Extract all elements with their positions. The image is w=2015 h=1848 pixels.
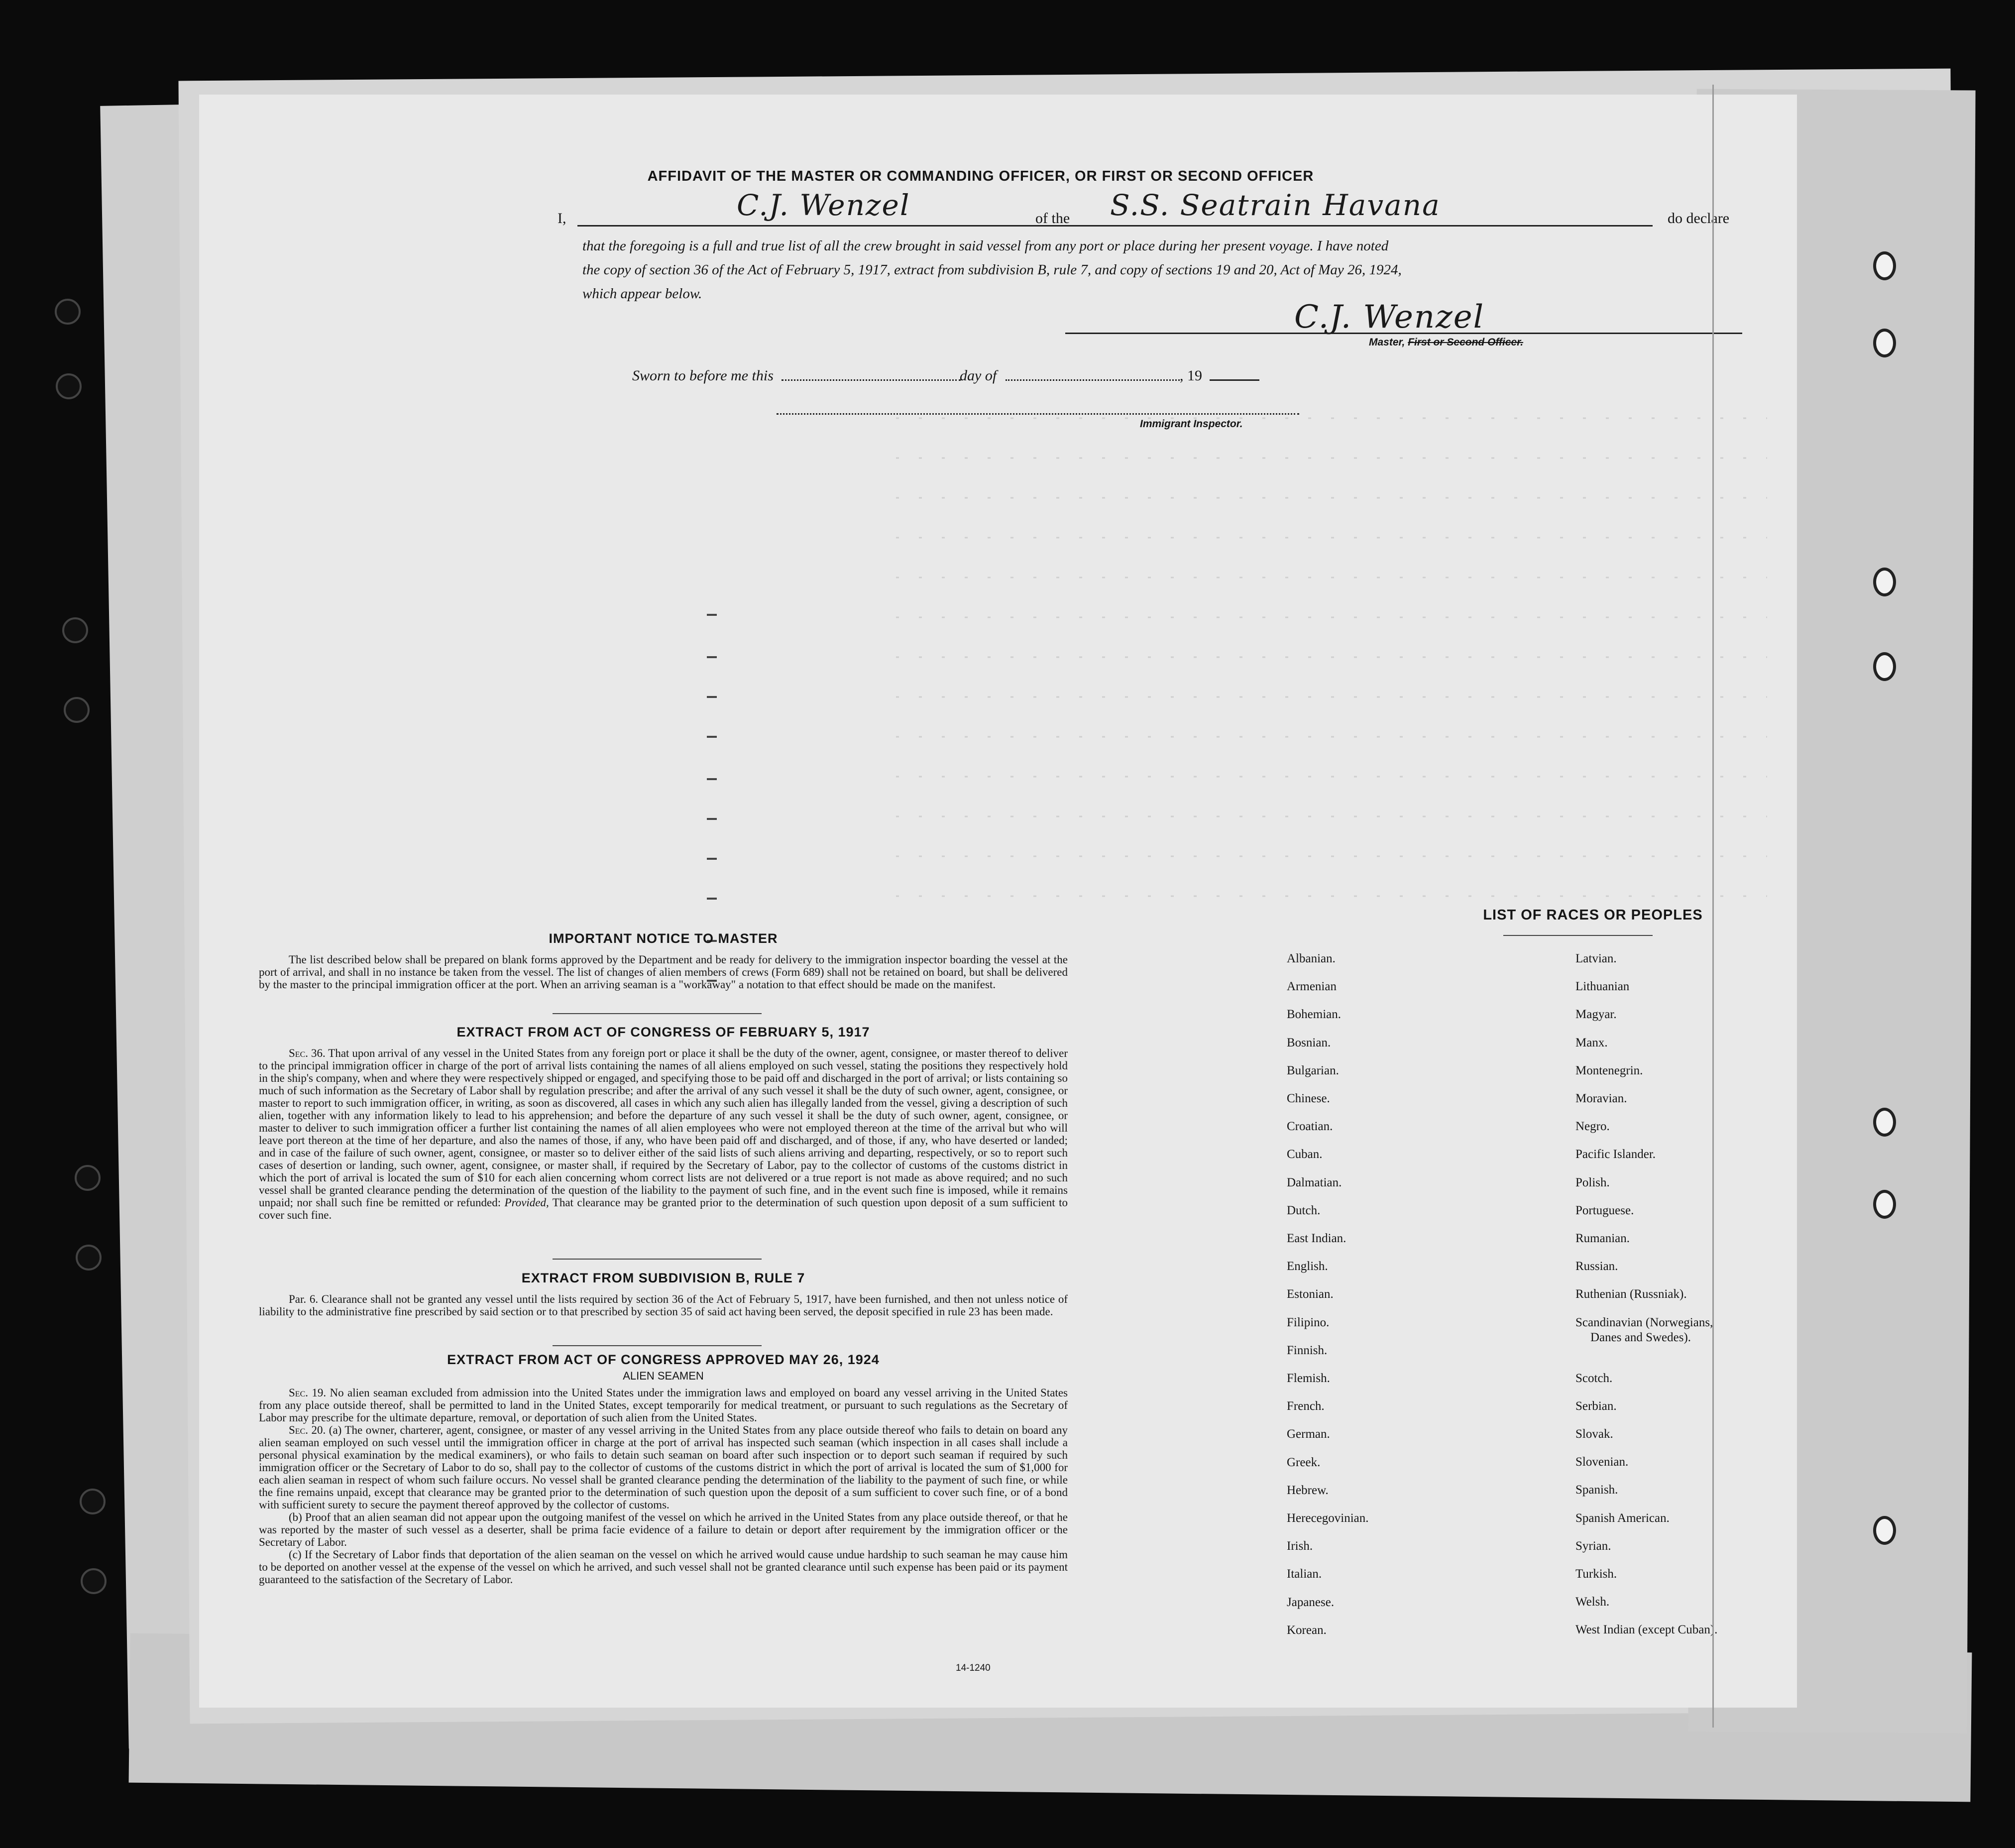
binder-hole: [56, 373, 82, 399]
sec36-text: That upon arrival of any vessel in the United States from any foreign port or place it shall be the duty of the owner, agent, consignee, or master thereof to deliver to the principal immigration officer in charge of the port of arrival lists containing the names of all aliens employed on such vessel, stating the positions they respectively hold in the ship's company, when and where they were respectively shipped or engaged, and specifying those to be paid off and discharged in the port of arrival; or lists containing so much of such information as the Secretary of Labor shall by regulation prescribe; and after the arrival of any such vessel it shall be the duty of such owner, agent, consignee, or master to report to such immigration officer, in writing, as soon as discovered, all cases in which any such alien has illegally landed from the vessel, giving a description of such alien, together with any information likely to lead to his apprehension; and before the departure of any such vessel it shall be the duty of such owner, agent, consignee, or master to deliver to such immigration officer a further list containing the names of all alien employees who were not employed thereon at the time of the arrival but who will leave port thereon at the time of her departure, and also the names of those, if any, who have been paid off and discharged, and of those, if any, who have deserted or landed; and in case of the failure of such owner, agent, consignee, or master so to deliver either of the said lists of such aliens arriving and departing, respectively, or so to report such cases of desertion or landing, such owner, agent, consignee, or master shall, if required by the Secretary of Labor, pay to the collector of customs of the customs district in which the port of arrival is located the sum of $10 for each alien concerning whom correct lists are not delivered or a true report is not made as above required; and no such vessel shall be granted clearance pending the determination of the question of the liability to the payment of such fine, and in the event such fine is imposed, while it remains unpaid; nor shall such fine be remitted or refunded:: [259, 1047, 1068, 1209]
sec36-label: Sec. 36.: [289, 1047, 326, 1059]
race-item: Albanian.: [1287, 952, 1336, 965]
race-item: Bulgarian.: [1287, 1063, 1339, 1077]
affidavit-body-line-2: the copy of section 36 of the Act of February 5, 1917, extract from subdivision B, rule 7, and copy of sections 19 and 20, Act of May 26, 1924,: [582, 262, 1402, 278]
binder-hole: [76, 1245, 102, 1270]
form-number: 14-1240: [956, 1663, 991, 1673]
master-label-master: Master,: [1369, 337, 1408, 348]
affidavit-body-line-1: that the foregoing is a full and true list of all the crew brought in said vessel from any port or place during her present voyage. I have noted: [582, 238, 1389, 254]
race-item: Italian.: [1287, 1567, 1322, 1581]
affidavit-do-declare: do declare: [1668, 210, 1730, 227]
binder-hole: [80, 1489, 106, 1514]
binder-hole: [81, 1568, 107, 1594]
race-item: Japanese.: [1287, 1595, 1335, 1609]
race-item: Hebrew.: [1287, 1483, 1329, 1497]
race-item: Finnish.: [1287, 1343, 1328, 1357]
race-item: Ruthenian (Russniak).: [1575, 1287, 1687, 1301]
sworn-year-line: [1210, 379, 1259, 381]
divider: [1503, 935, 1653, 936]
race-item: Spanish.: [1575, 1483, 1618, 1497]
race-item: Slovak.: [1575, 1427, 1613, 1441]
sec20c-text: (c) If the Secretary of Labor finds that deportation of the alien seaman on the vessel on which he arrived would cause undue hardship to such seaman he may cause him to be deported on another vessel at the expense of the vessel on which he arrived, and such vessel shall not be granted clearance until such expense has been paid or its payment guaranteed to the satisfaction of the Secretary of Labor.: [259, 1548, 1068, 1586]
binder-hole: [1873, 1108, 1896, 1137]
sec19-text: [259, 1386, 1068, 1424]
race-item: Bosnian.: [1287, 1036, 1331, 1049]
rule7-title: EXTRACT FROM SUBDIVISION B, RULE 7: [521, 1270, 805, 1285]
race-item: Russian.: [1575, 1260, 1618, 1273]
binder-hole: [1873, 329, 1896, 357]
handwritten-master-name: C.J. Wenzel: [737, 188, 910, 222]
extract-1924-title: EXTRACT FROM ACT OF CONGRESS APPROVED MAY 26, 1924: [447, 1352, 880, 1367]
race-item: Filipino.: [1287, 1315, 1330, 1329]
race-item: Spanish American.: [1575, 1511, 1670, 1525]
affidavit-of-the-label: of the: [1035, 210, 1070, 227]
binder-hole: [75, 1165, 101, 1191]
sworn-text: Sworn to before me this: [632, 367, 774, 384]
race-item: Syrian.: [1575, 1539, 1611, 1553]
sec20b-text: (b) Proof that an alien seaman did not appear upon the outgoing manifest of the vessel on which he arrived in the United States from any place outside thereof, or that he was reported by the master of such vessel as a deserter, shall be prima facie evidence of a failure to detain or deport after requirement by the immigration officer or the Secretary of Labor.: [259, 1511, 1068, 1548]
race-item: English.: [1287, 1260, 1328, 1273]
race-item: Montenegrin.: [1575, 1063, 1643, 1077]
sworn-day-line: [782, 379, 961, 381]
race-item: Turkish.: [1575, 1567, 1617, 1581]
sworn-month-line: [1006, 379, 1180, 381]
notice-text: The list described below shall be prepared on blank forms approved by the Department and be ready for delivery to the immigration inspector boarding the vessel at the port of arrival, and shall in no instance be taken from the vessel. The list of changes of alien members of crews (Form 689) shall not be retained on board, but shall be delivered by the master to the principal immigration officer at the port. When an arriving seaman is a "workaway" a notation to that effect should be made on the manifest.: [259, 953, 1068, 991]
alien-seamen-subtitle: ALIEN SEAMEN: [623, 1370, 704, 1382]
handwritten-vessel-name: S.S. Seatrain Havana: [1110, 188, 1441, 222]
race-item: Chinese.: [1287, 1092, 1330, 1105]
binder-hole: [1873, 568, 1896, 596]
race-item: Estonian.: [1287, 1287, 1334, 1301]
binder-hole: [1873, 251, 1896, 280]
inspector-line: [777, 413, 1299, 415]
race-item: Dalmatian.: [1287, 1175, 1342, 1189]
race-item: East Indian.: [1287, 1232, 1346, 1245]
binder-hole: [62, 617, 88, 643]
sec36-text-end: That clearance may be granted prior to the determination of such question upon deposit of a sum sufficient to cover such fine.: [259, 1196, 1068, 1221]
race-item: Cuban.: [1287, 1148, 1323, 1161]
race-item: Herecegovinian.: [1287, 1511, 1369, 1525]
race-item: Magyar.: [1575, 1008, 1617, 1022]
race-item: Welsh.: [1575, 1595, 1610, 1609]
binder-hole: [1873, 652, 1896, 681]
divider: [553, 1345, 762, 1346]
signature-line: [1065, 333, 1742, 334]
sec20a-text: [259, 1424, 1068, 1511]
race-item: Serbian.: [1575, 1399, 1617, 1413]
binder-hole: [64, 697, 90, 723]
extract-1917-text: [259, 1047, 1068, 1221]
inspector-label: Immigrant Inspector.: [1140, 418, 1243, 430]
race-item: Scotch.: [1575, 1371, 1613, 1385]
extract-1917-title: EXTRACT FROM ACT OF CONGRESS OF FEBRUARY 5, 1917: [456, 1025, 870, 1040]
binder-hole: [55, 299, 81, 325]
day-of-label: day of: [960, 367, 997, 384]
race-item: French.: [1287, 1399, 1325, 1413]
master-label: [1369, 337, 1523, 348]
race-item: Scandinavian (Norwegians,: [1575, 1315, 1713, 1329]
race-item: Croatian.: [1287, 1120, 1333, 1134]
sec20a-body: (a) The owner, charterer, agent, consignee, or master of any vessel arriving in the United States from any place outside thereof who fails to detain on board any alien seaman employed on such vessel until the immigration officer in charge at the port of arrival has inspected such seaman (which inspection in all cases shall include a personal physical examination by the medical examiners), or who fails to detain such seaman on board after such inspection or to deport such seaman if required by such immigration officer or the Secretary of Labor to do so, shall pay to the collector of customs of the customs district in which the port of arrival is located the sum of $1,000 for each alien seaman in respect of whom such failure occurs. No vessel shall be granted clearance pending the determination of the liability to the payment of such fine, or while the fine remains unpaid, except that clearance may be granted prior to the determination of such question upon the deposit of a sum sufficient to cover such fine, or of a bond with sufficient surety to secure the payment thereof approved by the collector of customs.: [259, 1424, 1068, 1511]
race-item: Portuguese.: [1575, 1203, 1634, 1217]
race-item: Slovenian.: [1575, 1455, 1629, 1469]
race-item: Dutch.: [1287, 1203, 1321, 1217]
affidavit-i-label: I,: [558, 210, 566, 227]
race-item: Manx.: [1575, 1036, 1608, 1049]
year-prefix: , 19: [1180, 367, 1202, 384]
races-title: LIST OF RACES OR PEOPLES: [1483, 907, 1703, 923]
handwritten-signature: C.J. Wenzel: [1294, 299, 1485, 336]
race-item: Latvian.: [1575, 952, 1617, 965]
rule7-text: Par. 6. Clearance shall not be granted any vessel until the lists required by section 36 of the Act of February 5, 1917, have been furnished, and then not unless notice of liability to the administrative fine prescribed by said section or to that prescribed by section 35 of said act having been served, the deposit specified in rule 23 has been made.: [259, 1293, 1068, 1318]
race-item: German.: [1287, 1427, 1330, 1441]
race-item: Armenian: [1287, 980, 1337, 994]
extract-1924-section: [259, 1352, 1068, 1586]
provided-label: Provided,: [504, 1196, 549, 1209]
notice-section: [259, 931, 1068, 991]
divider: [553, 1013, 762, 1014]
sec19-label: Sec. 19.: [289, 1386, 327, 1399]
sec19-body: No alien seaman excluded from admission into the United States under the immigration laws and employed on board any vessel arriving in the United States from any place outside thereof, shall be permitted to land in the United States, except temporarily for medical treatment, or pursuant to such regulations as the Secretary of Labor may prescribe for the ultimate departure, removal, or deportation of such alien from the United States.: [259, 1386, 1068, 1424]
race-item: Irish.: [1287, 1539, 1313, 1553]
affidavit-body-line-3: which appear below.: [582, 286, 702, 302]
extract-1917-section: [259, 1025, 1068, 1221]
sec20-label: Sec. 20.: [289, 1424, 326, 1436]
divider: [553, 1259, 762, 1260]
race-item: Rumanian.: [1575, 1232, 1630, 1245]
race-item: West Indian (except Cuban).: [1575, 1623, 1718, 1637]
race-item: Flemish.: [1287, 1372, 1330, 1385]
sheet-edge: [1712, 85, 1744, 1728]
race-item: Greek.: [1287, 1455, 1321, 1469]
race-item: Korean.: [1287, 1623, 1327, 1637]
race-item: Danes and Swedes).: [1590, 1330, 1691, 1344]
affidavit-title: AFFIDAVIT OF THE MASTER OR COMMANDING OFFICER, OR FIRST OR SECOND OFFICER: [647, 168, 1314, 184]
document-sheet: [199, 95, 1797, 1708]
master-label-struck: First or Second Officer.: [1408, 337, 1524, 348]
race-item: Lithuanian: [1575, 980, 1630, 994]
race-item: Polish.: [1575, 1175, 1610, 1189]
binder-hole: [1873, 1190, 1896, 1219]
binder-hole: [1873, 1516, 1896, 1545]
race-item: Negro.: [1575, 1120, 1610, 1134]
race-item: Pacific Islander.: [1575, 1148, 1656, 1161]
vessel-line: [1085, 225, 1653, 227]
notice-title: IMPORTANT NOTICE TO MASTER: [549, 931, 778, 946]
rule7-section: [259, 1270, 1068, 1318]
race-item: Moravian.: [1575, 1092, 1627, 1105]
race-item: Bohemian.: [1287, 1008, 1342, 1022]
